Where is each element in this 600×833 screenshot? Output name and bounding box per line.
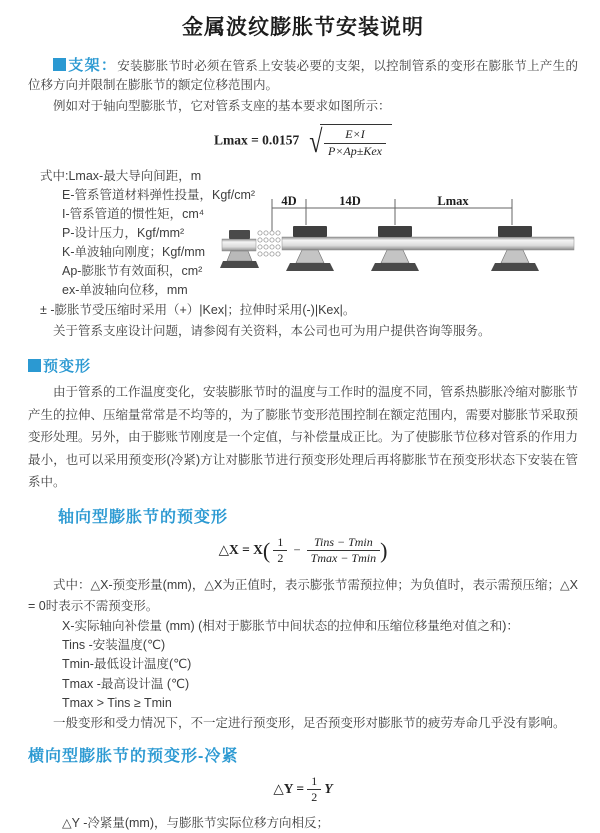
lmax-formula-denominator: P×Ap±Kex (328, 143, 382, 158)
axial-frac1-num: 1 (273, 535, 287, 552)
lateral-formula (28, 774, 578, 806)
dim-label-14d: 14D (339, 194, 361, 209)
definition-item: ex-单波轴向位移，mm (62, 283, 188, 298)
x-definition: X-实际轴向补偿量 (mm) (相对于膨胀节中间状态的拉伸和压缩位移量绝对值之和)： (62, 618, 519, 633)
axial-subheading: 轴向型膨胀节的预变形 (58, 508, 229, 526)
definition-item: K-单波轴向刚度；Kgf/mm (62, 245, 206, 260)
support-example-text: 例如对于轴向型膨胀节，它对管系支座的基本要求如图所示： (53, 99, 391, 113)
lateral-formula-rhs: Y (324, 780, 333, 796)
support-section-label: 支架： (68, 57, 118, 74)
definition-item: I-管系管道的惯性矩，cm⁴ (62, 207, 205, 222)
bellows-icon (258, 231, 280, 256)
pipe-stub (222, 239, 256, 251)
where-label: 式中:Lmax-最大导向间距，m (40, 169, 202, 184)
axial-frac2-den: Tmax − Tmin (310, 551, 377, 566)
dim-label-4d: 4D (281, 194, 297, 209)
pipe-support-diagram (220, 195, 580, 295)
definitions-block (28, 167, 578, 301)
temp-definition: Tmin-最低设计温度(℃) (62, 657, 192, 672)
axial-formula-lhs: △X = X (218, 541, 263, 557)
predeform-section-header (28, 357, 578, 377)
lateral-frac-den: 2 (311, 790, 318, 805)
minus-operator: − (293, 543, 301, 558)
support-intro-text: 安装膨胀节时必须在管系上安装必要的支架，以控制管系的变形在膨胀节上产生的位移方向并限制在膨胀节的额定位移范围内。 (28, 59, 578, 92)
y-definition: △Y -冷紧量(mm)，与膨胀节实际位移方向相反； (62, 816, 330, 831)
axial-frac1-den: 2 (277, 551, 284, 566)
definition-item: E-管系管道材料弹性投量，Kgf/cm² (62, 188, 256, 203)
axial-frac2-num: Tins − Tmin (307, 535, 380, 552)
lateral-frac-num: 1 (307, 774, 321, 791)
predeform-section-label: 预变形 (43, 358, 92, 376)
plus-minus-note: ± -膨胀节受压缩时采用（+）|Kex|；拉伸时采用(-)|Kex|。 (40, 303, 356, 318)
page-title: 金属波纹膨胀节安装说明 (182, 16, 424, 39)
consult-note: 关于管系支座设计问题，请参阅有关资料，本公司也可为用户提供咨询等服务。 (53, 324, 491, 339)
axial-note: 一般变形和受力情况下，不一定进行预变形，足否预变形对膨胀节的疲劳寿命几乎没有影响。 (53, 715, 566, 730)
lmax-formula-numerator: E×I (324, 127, 386, 144)
axial-where-paragraph: 式中：△X-预变形量(mm)，△X为正值时，表示膨张节需预拉伸；为负值时，表示需预压缩；△X = 0时表示不需预变形。 (28, 577, 578, 613)
support-section-intro (28, 56, 578, 95)
lateral-formula-lhs: △Y = (273, 780, 305, 796)
temp-definition: Tins -安装温度(℃) (62, 637, 166, 652)
temp-definition: Tmax -最高设计温 (℃) (62, 676, 190, 691)
definition-item: P-设计压力，Kgf/mm² (62, 226, 185, 241)
section-square-icon (28, 359, 41, 372)
lmax-formula-lhs: Lmax = 0.0157 (213, 132, 300, 148)
temp-inequality: Tmax > Tins ≥ Tmin (62, 696, 172, 711)
sqrt-radical (307, 124, 392, 159)
section-square-icon (53, 58, 66, 71)
dim-label-lmax: Lmax (437, 194, 469, 209)
definition-item: Ap-膨胀节有效面积，cm² (62, 264, 203, 279)
radical-sign-icon: √ (309, 123, 323, 159)
lmax-formula (28, 124, 578, 159)
predeform-paragraph: 由于管系的工作温度变化，安装膨胀节时的温度与工作时的温度不同，管系热膨胀冷缩对膨胀节产生的拉伸、压缩量常常是不均等的，为了膨胀节变形范围控制在额定范围内，需要对膨胀节采取预变形处理。另外，由于膨账节刚度是一个定值，与补偿量成正比。为了使膨胀节位移对管系的作用力最小，也可以采用预变形(冷紧)方让对膨胀节进行预变形处理后再将膨胀节在预变形状态下安装在管系中。 (28, 385, 579, 490)
axial-formula: △X = X( $\frac{1}{2}$ − $\frac{\text{Tins − Tmin}}{Tmax - Tmin}$ ) (218, 534, 388, 566)
main-pipe (282, 237, 574, 250)
lateral-subheading: 横向型膨胀节的预变形-冷紧 (28, 747, 239, 765)
